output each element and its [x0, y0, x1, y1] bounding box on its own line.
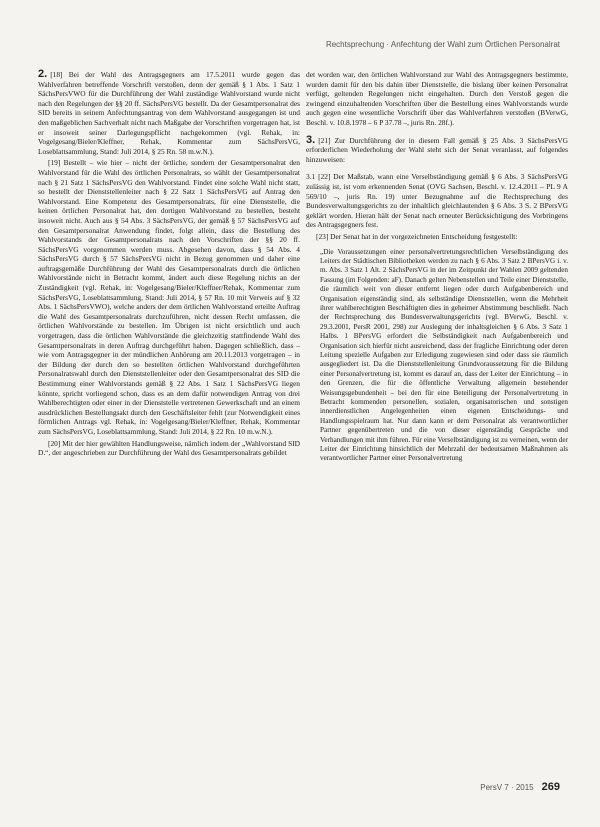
block-quote: „Die Voraussetzungen einer personalvertretungsrechtlichen Verselbständigung des Leiters der Städtischen Bibliotheken werden zu nach § 6 Abs. 3 Satz 2 BPersVG i. v. m. Abs. 3 Satz 1 Alt. 2 SächsPersVG in der im Zeitpunkt der Wahlen 2009 geltenden Fassung (im Folgenden: aF). Danach gelten Nebenstellen und Teile einer Dienststelle, die räumlich weit von dieser entfernt liegen oder durch Aufgabenbereich und Organisation eigenständig sind, als selbständige Dienststellen, wenn die Mehrheit ihrer wahlberechtigten Beschäftigten dies in geheimer Abstimmung beschließt. Nach der Rechtsprechung des Bundesverwaltungsgerichts (vgl. BVerwG, Beschl. v. 29.3.2001, PersR 2001, 298) zur Auslegung der inhaltsgleichen § 6 Abs. 3 Satz 1 Halbs. 1 BPersVG erfordert die Selbständigkeit nach Aufgabenbereich und Organisation sich hierfür nicht ausreichend, dass der fragliche Einrichtung oder deren Leitung spezielle Aufgaben zur Erledigung zugewiesen sind oder dass sie räumlich ausgegliedert ist. Da die Dienststellenleitung Grundvoraussetzung für die Bildung einer Personalvertretung ist, kommt es darauf an, dass der Leiter der Einrichtung – in den Grenzen, die für die öffentliche Verwaltung allgemein bestehender Weisungsgebundenheit – bei den für eine Beteiligung der Personalvertretung in Betracht kommenden personellen, sozialen, organisatorischen und sonstigen innerdienstlichen Angelegenheiten einen eigenen Entscheidungs- und Handlungsspielraum hat. Nur dann kann er dem Personalrat als verantwortlicher Partner gegenübertreten und die von dieser eigenständig Gespräche und Verhandlungen mit ihm führen. Für eine Verselbständigung ist zu verneinen, wenn der Leiter der Einrichtung hinsichtlich der Mehrzahl der bedeutsamen Maßnahmen als verantwortlicher Partner einer Personalvertretung — [320, 247, 568, 463]
paragraph-22: 3.1 [22] Der Maßstab, wann eine Verselbständigung gemäß § 6 Abs. 3 SächsPersVG zulässig ist, ist vom erkennenden Senat (OVG Sachsen, Beschl. v. 12.4.2011 – PL 9 A 569/10 –, juris Rn. 19) unter Bezugnahme auf die Rechtsprechung des Bundesverwaltungsgerichts zu der inhaltlich gleichlautenden § 6 Abs. 3 S. 2 BPersVG geklärt worden. Hieran hält der Senat nach erneuter Berücksichtigung des Vorbringens des Antragsgegners fest. — [306, 172, 568, 230]
running-header: Rechtsprechung · Anfechtung der Wahl zum Örtlichen Personalrat — [325, 40, 560, 49]
paragraph-20-continued: det worden war, den örtlichen Wahlvorstand zur Wahl des Antragsgegners bestimmte, wurden damit für den bis dahin über Dienststelle, die bislang über keinen Personalrat verfügt, geltenden Regelungen nicht eingehalten. Durch den Verstoß gegen die zwingend einzuhaltenden Vorschriften über die Bestellung eines Wahlvorstands wurde auch gegen eine wesentliche Vorschrift über das Wahlverfahren verstoßen (BVerwG, Beschl. v. 10.8.1978 – 6 P 37.78 –, juris Rn. 28f.). — [306, 70, 568, 127]
section-number-3: 3. — [306, 133, 316, 146]
paragraph-18-text: [18] Bei der Wahl des Antragsgegners am 17.5.2011 wurde gegen das Wahlverfahren betreffende Vorschrift verstoßen, denn der gemäß § 1 Abs. 1 Satz 1 SächsPersVWO für die Durchführung der Wahl zuständige Wahlvorstand wurde nicht nach den Regelungen der §§ 20 ff. SächsPersVG bestellt. Da der Gesamtpersonalrat des SID bereits in seinem Anfechtungsantrag von dem Wahlvorstand ausgegangen ist und den maßgeblichen Sachverhalt nicht nach Maßgabe der Vorschriften vorgetragen hat, ist er insoweit seiner Darlegungspflicht nachgekommen (vgl. Rehak, in: Vogelgesang/Bieler/Kleffner, Rehak, Kommentar zum SächsPersVG, Loseblattsammlung, Stand: Juli 2014, § 25 Rn. 58 m.w.N.). — [38, 70, 300, 156]
paragraph-18 — [38, 70, 300, 156]
left-column — [38, 70, 300, 460]
section-number-2: 2. — [38, 68, 48, 80]
paragraph-19: [19] Bestellt – wie hier – nicht der örtliche, sondern der Gesamtpersonalrat den Wahlvorstand für die Wahl des örtlichen Personalrats, so wählt der Gesamtpersonalrat nach § 21 Satz 1 SächsPersVG den Wahlvorstand. Findet eine solche Wahl nicht statt, so bestellt der Dienststellenleiter nach § 22 Satz 1 SächsPersVG auf Antrag den Wahlvorstand. Eine Kompetenz des Gesamtpersonalrats, für eine Dienststelle, die keinen örtlichen Personalrat hat, den dortigen Wahlvorstand zu bestellen, besteht insoweit nicht. Auch aus § 54 Abs. 3 SächsPersVG, der gemäß § 57 SächsPersVG auf den Gesamtpersonalrat Anwendung findet, folgt allein, dass die Bestellung des Wahlvorstands der Gesamtpersonalrats nach den Vorschriften der §§ 20 ff. SächsPersVG vorgenommen werden muss. Abgesehen davon, dass § 54 Abs. 4 SächsPersVG durch § 57 SächsPersVG nicht in Bezug genommen und daher eine auftragsgemäße Durchführung der Wahl des Gesamtpersonalrats durch die örtlichen Wahlvorstände nicht in Betracht kommt, ändert auch diese Regelung nichts an der Zuständigkeit (vgl. Rehak, in: Vogelgesang/Bieler/Kleffner/Rehak, Kommentar zum SächsPersVG, Loseblattsammlung, Stand: Juli 2014, § 57 Rn. 10 mit Verweis auf § 32 Abs. 1 SächsPersVWO), welche anders der dem örtlichen Wahlvorstand erteilte Auftrag die Wahl des Gesamtpersonalrats durchzuführen, nicht dessen Recht umfassen, die örtlichen Wahlvorstände zu bestellen. Im Übrigen ist nicht ersichtlich und auch vorgetragen, dass die örtlichen Wahlvorstände die gleichzeitig stattfindende Wahl des Gesamtpersonalrats in deren Auftrag durchgeführt haben. Dagegen schließlich, dass – wie vom Antragsgegner in der mündlichen Anhörung am 20.11.2013 vorgetragen – in der Bildung der durch den so bestellten örtlichen Wahlvorstand durchgeführten Personalratswahl durch den Dienststellenleiter oder den Gesamtpersonalrat des SID die Bestimmung einer Wahlvorstands gemäß § 22 Abs. 1 Satz 1 SächsPersVG liegen könnte, spricht vorliegend schon, dass es an dem dafür notwendigen Antrag von drei Wahlberechtigten oder einer in der Dienststelle vertretenen Gewerkschaft und an einem ausdrücklichen Bestellungsakt durch den Geschäftsleiter fehlt (zur Notwendigkeit eines förmlichen Antrags vgl. Rehak, in: Vogelgesang/Bieler/Kleffner, Rehak, Kommentar zum SächsPersVG, Loseblattsammlung, Stand: Juli 2014, § 22 Rn. 10 m.w.N.). — [38, 158, 300, 436]
page-number: 269 — [541, 781, 560, 793]
paragraph-20: [20] Mit der hier gewählten Handlungsweise, nämlich indem der „Wahlvorstand SID D.“, der angeschrieben zur Durchführung der Wahl des Gesamtpersonalrats gebildet — [38, 438, 300, 458]
paragraph-21-text: [21] Zur Durchführung der in diesem Fall gemäß § 25 Abs. 3 SächsPersVG erforderlichen Wiederholung der Wahl steht sich der Senat veranlasst, auf folgendes hinzuweisen: — [306, 135, 568, 164]
page-footer — [480, 781, 560, 793]
right-column — [306, 70, 568, 464]
issue-label: PersV 7 · 2015 — [480, 783, 534, 792]
paragraph-23: [23] Der Senat hat in der vorgezeichneten Entscheidung festgestellt: — [316, 231, 518, 241]
paragraph-21 — [306, 133, 568, 165]
